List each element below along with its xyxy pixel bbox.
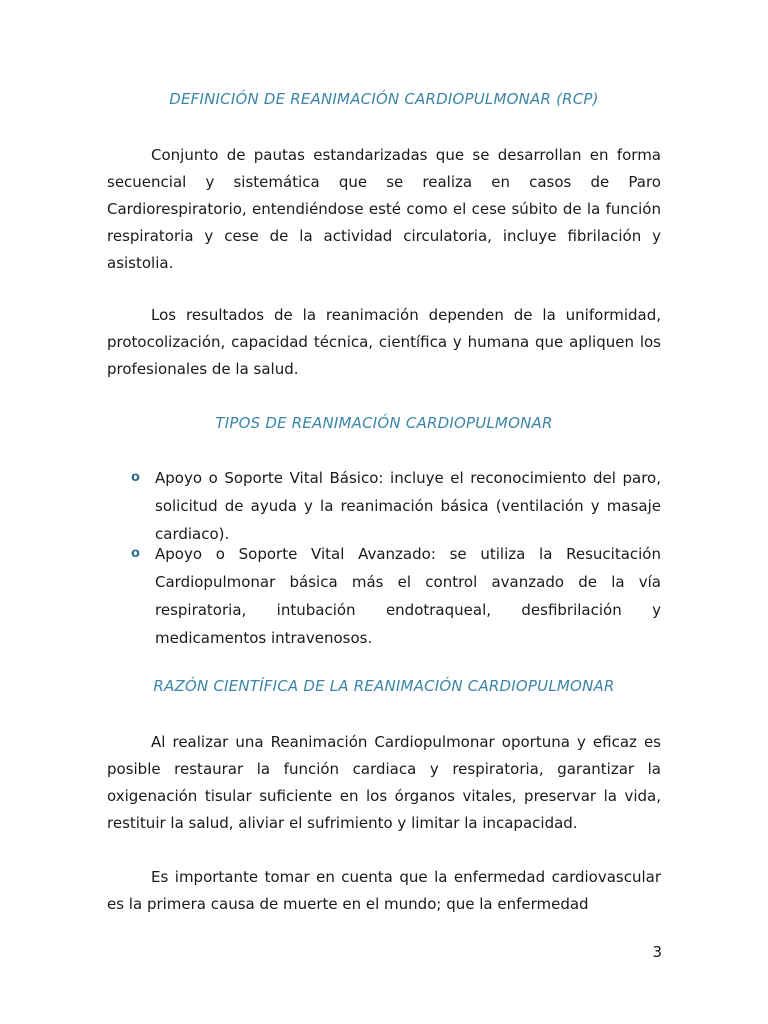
bullet-marker: o — [131, 470, 140, 485]
tipos-list — [107, 464, 661, 652]
heading-definicion: DEFINICIÓN DE REANIMACIÓN CARDIOPULMONAR (RCP) — [169, 90, 599, 108]
heading-razon: RAZÓN CIENTÍFICA DE LA REANIMACIÓN CARDIOPULMONAR — [153, 677, 615, 695]
list-item-text: Apoyo o Soporte Vital Básico: incluye el reconocimiento del paro, solicitud de ayuda y la reanimación básica (ventilación y masaje cardiaco). — [155, 469, 661, 543]
list-item-soporte-basico — [107, 464, 661, 548]
page-number: 3 — [652, 943, 662, 961]
bullet-marker: o — [131, 546, 140, 561]
paragraph-importante: Es importante tomar en cuenta que la enfermedad cardiovascular es la primera causa de muerte en el mundo; que la enfermedad — [107, 868, 661, 913]
heading-tipos: TIPOS DE REANIMACIÓN CARDIOPULMONAR — [215, 414, 553, 432]
list-item-soporte-avanzado — [107, 540, 661, 652]
paragraph-resultados: Los resultados de la reanimación dependen de la uniformidad, protocolización, capacidad técnica, científica y humana que apliquen los profesionales de la salud. — [107, 306, 661, 378]
paragraph-razon: Al realizar una Reanimación Cardiopulmonar oportuna y eficaz es posible restaurar la función cardiaca y respiratoria, garantizar la oxigenación tisular suficiente en los órganos vitales, preservar la vida, restituir la salud, aliviar el sufrimiento y limitar la incapacidad. — [107, 733, 661, 832]
list-item-text: Apoyo o Soporte Vital Avanzado: se utiliza la Resucitación Cardiopulmonar básica más el control avanzado de la vía respiratoria, intubación endotraqueal, desfibrilación y medicamentos intravenosos. — [155, 545, 661, 647]
paragraph-definicion: Conjunto de pautas estandarizadas que se desarrollan en forma secuencial y sistemática que se realiza en casos de Paro Cardiorespiratorio, entendiéndose esté como el cese súbito de la función respiratoria y cese de la actividad circulatoria, incluye fibrilación y asistolia. — [107, 146, 661, 272]
